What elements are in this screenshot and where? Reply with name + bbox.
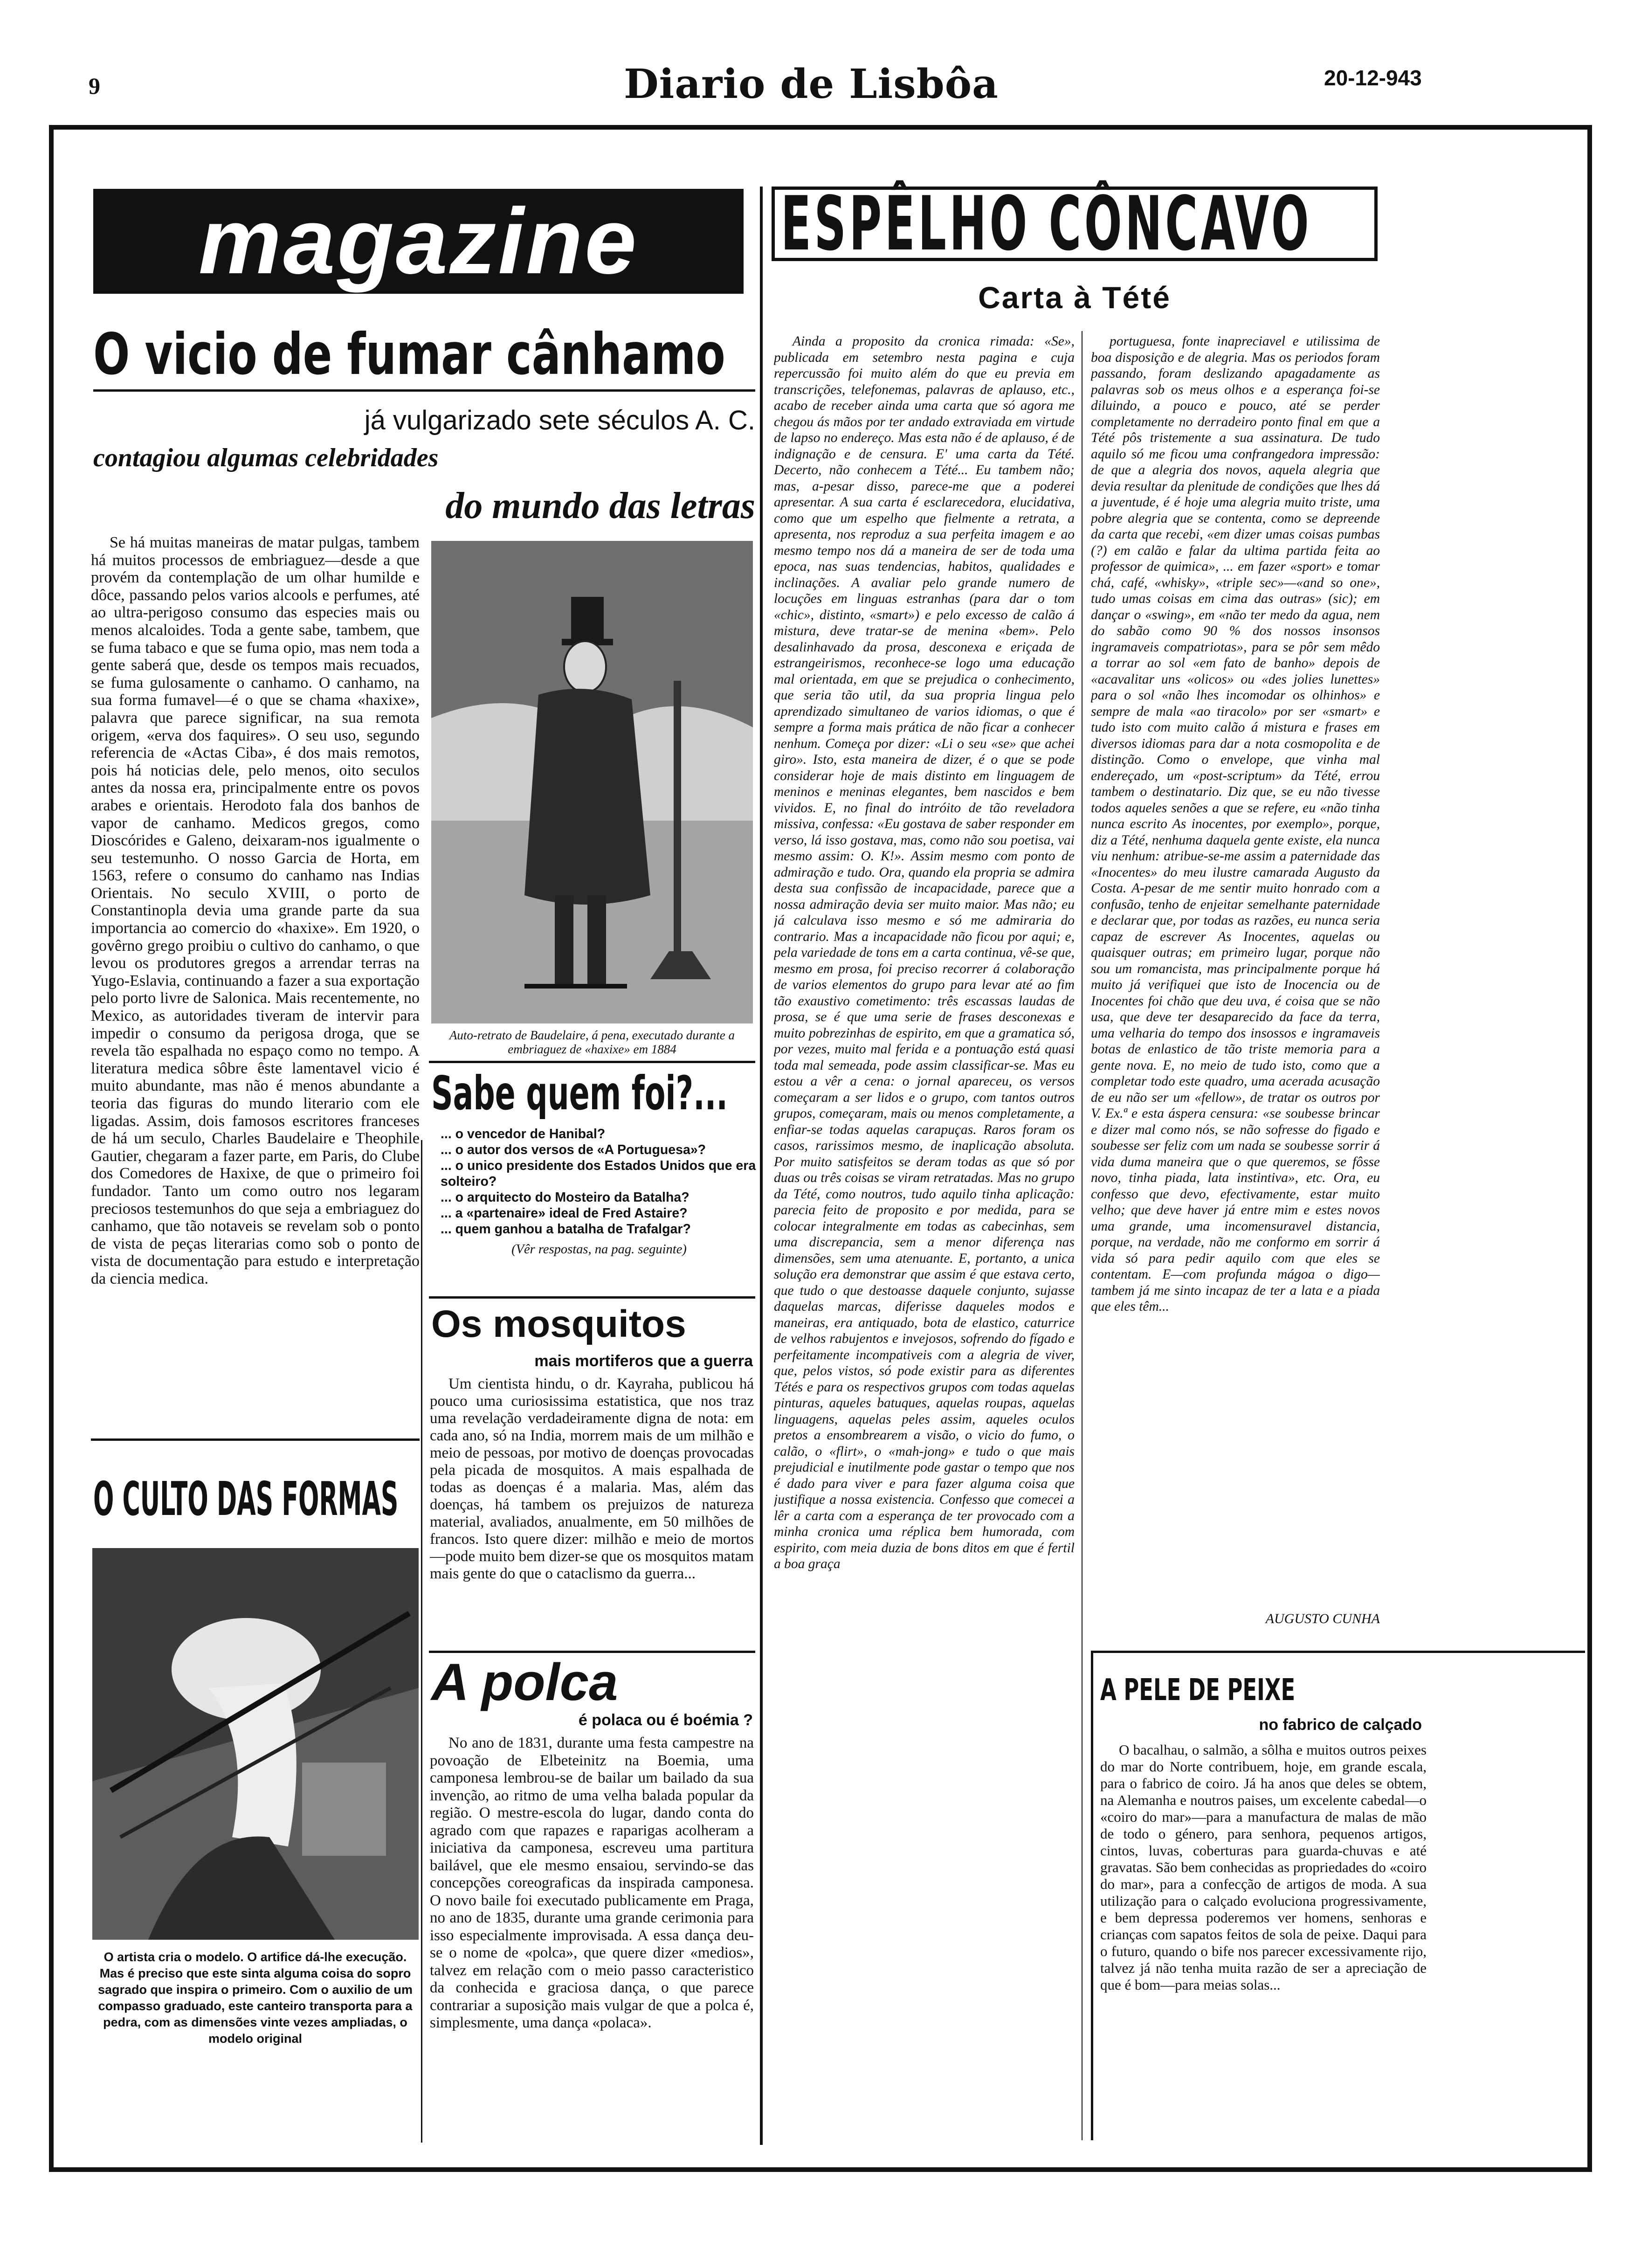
- baudelaire-caption: Auto-retrato de Baudelaire, á pena, executado durante a embriaguez de «haxixe» em 1884: [449, 1028, 735, 1056]
- sabe-item: ... o vencedor de Hanibal?: [441, 1127, 606, 1141]
- sabe-bottom-rule: [429, 1296, 755, 1299]
- sabe-item: ... a «partenaire» ideal de Fred Astaire?: [441, 1206, 688, 1221]
- sabe-top-rule: [429, 1061, 755, 1063]
- mosquitos-body: [430, 1376, 754, 1646]
- sabe-item: ... o unico presidente dos Estados Unidos que era solteiro?: [441, 1158, 756, 1189]
- column-divider: [760, 187, 763, 2145]
- espelho-subtitle: Carta à Tété: [978, 280, 1171, 315]
- polca-subtitle: é polaca ou é boémia ?: [578, 1711, 753, 1729]
- sculptor-photo-art: [92, 1548, 419, 1940]
- mosquitos-subtitle: mais mortiferos que a guerra: [534, 1352, 753, 1370]
- issue-date: 20-12-943: [1324, 66, 1422, 90]
- magazine-body-text: [91, 534, 420, 1536]
- espelho-column-a: [774, 333, 1075, 2129]
- mosquitos-paragraph: Um cientista hindu, o dr. Kayraha, publicou há pouco uma curiosissima estatistica, que nos traz uma revelação verdadeiramente digna de nota: em cada ano, só na India, morrem mais de um milhão e meio de pessoas, por motivo de doenças provocadas pela picada de mosquitos. A mais espalhada de todas as doenças é a malaria. Mas, além das doenças, há tambem os prejuizos de natureza material, avaliados, anualmente, em 50 milhões de francos. Isto quere dizer: milhão e meio de mortos—pode muito bem dizer-se que os mosquitos matam mais gente do que o cataclismo da guerra...: [430, 1376, 754, 1582]
- pele-body: [1100, 1742, 1427, 2105]
- espelho-paragraph: portuguesa, fonte inapreciavel e utilissima de boa disposição e de alegria. Mas os periodos foram passando, foram deslizando apagadamente as palavras sob os meus olhos e a esperança foi-se diluindo, a pouco e pouco, até se perder completamente no derradeiro ponto final em que a Tété pôs tristemente a sua assinatura. De tudo aquilo só me ficou uma confrangedora impressão: de que a alegria dos novos, aquela alegria que devia resultar da plenitude de condições que lhes dá a juventude, é é hoje uma alegria muito triste, uma pobre alegria que se contenta, como se depreende da carta que recebi, «em dizer umas coisas pumbas (?) em calão e falar da ultima partida feita ao professor de quimica», ... em fazer «sport» e tomar chá, café, «whisky», «triple sec»—«and so one», tudo umas coisas em cima das outras» (sic); em dançar o «swing», em «não ter medo da agua, nem do sabão como 90 % dos nossos insonsos ingramaveis compatriotas», para se pôr sem mêdo a torrar ao sol «em fato de banho» depois de «acavalitar uns «olicos» ou «des jolies lunettes» para o sol «não lhes incomodar os olhinhos» e sempre de mala «ao tiracolo» por ser «smart» e tudo isto com muito calão á mistura e frases em diversos idiomas para dar a nota cosmopolita e de distinção. Como o envelope, que vinha mal endereçado, um «post-scriptum» da Tété, errou tambem o destinatario. Diz que, se eu não tivesse todos aqueles senões a que se refere, eu «não tinha nunca escrito As inocentes, por exemplo», porque, diz a Tété, nenhuma daquela gente existe, ela nunca viu nenhum: atribue-se-me assim a paternidade das «Inocentes» do meu ilustre camarada Augusto da Costa. A-pesar de me sentir muito honrado com a confusão, tenho de enjeitar semelhante paternidade e declarar que, por todas as razões, eu nunca seria capaz de escrever As Inocentes, aquelas ou quaisquer outras; em primeiro lugar, porque não sou um romancista, mas principalmente porque há muito já verifiquei que isto de Inocencia ou de Inocentes foi chão que deu uva, é coisa que se não usa, que deve ter desaparecido da face da terra, uma velharia do tempo dos insossos e ingramaveis botas de enlastico de tão triste memoria para a gente nova. E, no meio de tudo isto, como que a completar todo este quadro, uma acerada acusação de eu não ser um «fellow», de tratar os outros por V. Ex.ª e esta áspera censura: «se soubesse brincar e dizer mal como nós, se não sofresse do figado e soubesse ser feliz com um nada se soubesse sorrir á vida duma maneira que o que queremos, se fôsse novo, tinha piada, lata instintiva», etc. Ora, eu confesso que devo, efectivamente, estar muito velho; que deve haver já entre mim e estes novos uma grande, uma incomensuravel distancia, porque, na verdade, não me conformo em sorrir á vida só para pedir aquilo com que eles se contentam. E—com profunda mágoa o digo—tambem já me sinto incapaz de ter a lata e a piada que eles têm...: [1091, 334, 1380, 1314]
- newspaper-masthead: Diario de Lisbôa: [624, 61, 999, 108]
- magazine-subtitle-2: contagiou algumas celebridades: [93, 443, 439, 472]
- sabe-quem-foi-title: Sabe quem foi?...: [431, 1066, 728, 1120]
- magazine-subtitle-3: do mundo das letras: [445, 485, 755, 526]
- pele-subtitle: no fabrico de calçado: [1259, 1716, 1422, 1734]
- espelho-paragraph: Ainda a proposito da cronica rimada: «Se», publicada em setembro nesta pagina e cuja repercussão foi muito além do que eu previa em transcrições, telefonemas, palavras de aplauso, etc., acabo de receber ainda uma carta que só agora me chegou ás mãos por ter andado extraviada em virtude de lapso no endereço. Mas esta não é de aplauso, é de indignação e de censura. E' uma carta da Tété. Decerto, não conhecem a Tété... Eu tambem não; mas, a-pesar disso, parece-me que a poderei apresentar. A sua carta é esclarecedora, elucidativa, como que um espelho que fielmente a retrata, a apresenta, nos reproduz a sua perfeita imagem e ao mesmo tempo nos dá a maneira de ser de toda uma epoca, nas suas tendencias, habitos, qualidades e inclinações. A avaliar pelo grande numero de locuções em linguas estranhas (para dar o tom «chic», distinto, «smart») e pelo excesso de calão á mistura, deve tratar-se de menina «bem». Pelo desalinhavado da prosa, desconexa e eriçada de estrangeirismos, reconhece-se logo uma educação mal orientada, em que se prejudica o conhecimento, que seria tão util, da sua propria lingua pelo aprendizado simultaneo de varios idiomas, o que é sempre a forma mais prática de não ficar a conhecer nenhum. Começa por dizer: «Li o seu «se» que achei giro». Isto, esta maneira de dizer, é o que se pode considerar hoje de mais distinto em linguagem de meninos e meninas elegantes, bem nascidos e bem vividos. E, no final do intróito de tão reveladora missiva, confessa: «Eu gostava de saber responder em verso, lá isso gostava, mas, como não sou poetisa, vai mesmo assim: O. K!». Assim mesmo com ponto de admiração e tudo. Ora, quando ela propria se admira desta sua confissão de incapacidade, parece que a nossa admiração devia ser muito maior. Mas não; eu já calculava isso mesmo e só me admiraria do contrario. Mas a incapacidade não ficou por aqui; e, pela variedade de tons em a carta continua, vê-se que, mesmo em prosa, foi preciso recorrer á colaboração de varios elementos do grupo para levar até ao fim tão exaustivo cometimento: três escassas laudas de prosa, se é que uma serie de frases desconexas e muito pobrezinhas de espirito, em que a gramatica só, por vezes, muito mal ferida e a pontuação está quasi toda mal semeada, pode assim classificar-se. Mas eu estou a vêr a cena: o jornal apareceu, os versos começaram a ser lidos e o grupo, com tantos outros grupos, começaram, mais ou menos completamente, a enfiar-se todas aquelas carapuças. Raros foram os casos, rarissimos mesmo, de inaplicação absoluta. Por muito satisfeitos se deram todas as que só por duas ou três coisas se viram retratadas. Mas no grupo da Tété, como noutros, tudo aquilo tinha aplicação: parecia feito de proposito e por medida, para se colocar integralmente em todas as cabecinhas, sem uma discrepancia, sem a menor diferença nas dimensões, sem uma atenuante. E, portanto, a unica solução era demonstrar que assim é que estava certo, que tudo o que destoasse daquele conjunto, sujasse daquelas marcas, diferisse daqueles modos e maneiras, era antiquado, bota de elastico, caturrice de velhos rabujentos e invejosos, sofrendo do fígado e perfeitamente incompativeis com a alegria de viver, que, pelos vistos, só pode existir para as diferentes Tétés e para os respectivos grupos com todas aquelas pinturas, aqueles batuques, aquelas roupas, aquelas linguagens, aquelas peles assim, aqueles oculos pretos a ensombrearem a visão, o vicio do fumo, o calão, o «flirt», o «mah-jong» e tudo o que mais prejudicial e inutilmente pode gastar o tempo que nos é dado para viver e para fazer alguma coisa que justifique a nossa existencia. Confesso que comecei a lêr a carta com a esperança de ter provocado com a minha cronica uma réplica bem humorada, com espirito, com meia duzia de bons ditos em que é fertil a boa graça: [774, 334, 1075, 1571]
- polca-paragraph: No ano de 1831, durante uma festa campestre na povoação de Elbeteinitz na Boemia, uma camponesa lembrou-se de bailar um bailado da sua invenção, ao ritmo de uma velha balada popular da região. O mestre-escola do lugar, dando conta do agrado com que rapazes e raparigas acolheram a iniciativa da camponesa, escreveu uma partitura bailável, que ele mesmo ensaiou, servindo-se das concepções coreograficas da inspirada camponesa. O novo baile foi executado publicamente em Praga, no ano de 1835, durante uma grande cerimonia para isso especialmente improvisada. A essa dança deu-se o nome de «polca», que quere dizer «medios», talvez em relação com o meio passo caracteristico da conhecida e graciosa dança, o que parece contrariar a suposição mais vulgar de que a polca é, simplesmente, uma dança «polaca».: [430, 1735, 754, 2031]
- magazine-banner: magazine: [93, 189, 744, 294]
- baudelaire-sketch: [431, 541, 753, 1023]
- magazine-paragraph: Se há muitas maneiras de matar pulgas, tambem há muitos processos de embriaguez—desde a que provém da contemplação de um olhar humilde e dôce, passando pelos varios alcools e perfumes, até ao ultra-perigoso consumo das especies mais ou menos alcaloides. Toda a gente sabe, tambem, que se fuma tabaco e que se fuma opio, mas nem toda a gente saberá que, desde os tempos mais recuados, se fuma gulosamente o canhamo. O canhamo, na sua forma fumavel—é o que se chama «haxixe», palavra que parece significar, na sua remota origem, «erva dos faquires». O seu uso, segundo referencia de «Actas Ciba», é dos mais remotos, pois há noticias dele, pelo menos, oito seculos antes da nossa era, principalmente entre os povos arabes e orientais. Herodoto fala dos banhos de vapor de canhamo. Medicos gregos, como Dioscórides e Galeno, deixaram-nos igualmente o seu testemunho. O nosso Garcia de Horta, em 1563, refere o consumo do canhamo nas Indias Orientais. No seculo XVIII, o porto de Constantinopla devia uma grande parte da sua importancia ao comercio do «haxixe». Em 1920, o govêrno grego proibiu o cultivo do canhamo, o que levou os produtores gregos a arrendar terras na Yugo-Eslavia, continuando a fazer a sua exportação pelo porto livre de Salonica. Mais recentemente, no Mexico, as autoridades tiveram de intervir para impedir o consumo da perigosa droga, que se revela tão espalhada no espaço como no tempo. A literatura medica sôbre êste lamentavel vicio é muito abundante, mas não é menos abundante a teoria das figuras do mundo literario com ele ligadas. Assim, dois famosos escritores franceses de há um seculo, Charles Baudelaire e Theophile Gautier, chegaram a fazer parte, em Paris, do Clube dos Comedores de Haxixe, de que o primeiro foi fundador. Tanto um como outro nos legaram preciosos testemunhos do que seja a embriaguez do canhamo, que tão notaveis se revelam sob o ponto de vista de peças literarias como sob o ponto de vista de documentação para estudo e interpretação da ciencia medica.: [91, 534, 420, 1287]
- sabe-item: ... quem ganhou a batalha de Trafalgar?: [441, 1222, 691, 1237]
- pele-top-rule: [1091, 1651, 1585, 1653]
- culto-title: O CULTO DAS FORMAS: [93, 1472, 399, 1526]
- magazine-subtitle-1: já vulgarizado sete séculos A. C.: [364, 405, 755, 436]
- polca-body: [430, 1735, 754, 2140]
- sabe-note: (Vêr respostas, na pag. seguinte): [511, 1242, 687, 1257]
- pele-title: A PELE DE PEIXE: [1100, 1673, 1296, 1708]
- pele-paragraph: O bacalhau, o salmão, a sôlha e muitos outros peixes do mar do Norte contribuem, hoje, em grande escala, para o fabrico de coiro. Já ha anos que deles se obtem, na Alemanha e noutros paises, um excelente cabedal—o «coiro do mar»—para a manufactura de malas de mão de todo o género, para senhora, pequenos artigos, cintos, luvas, coberturas para guarda-chuvas e até gravatas. São bem conhecidas as propriedades do «coiro do mar», para a confecção de artigos de moda. A sua utilização para o calçado evoluciona progressivamente, e bem depressa poderemos ver homens, senhoras e crianças com sapatos feitos de sola de peixe. Daqui para o futuro, quando o bife nos parecer excessivamente rijo, talvez já não tenha muita razão de ser a apreciação de que é bom—para meias solas...: [1100, 1742, 1427, 1993]
- polca-title: A polca: [431, 1653, 618, 1711]
- culto-top-rule: [91, 1438, 420, 1441]
- page-number: 9: [89, 73, 100, 99]
- sabe-item: ... o autor dos versos de «A Portuguesa»?: [441, 1142, 706, 1157]
- baudelaire-portrait-image: [431, 541, 753, 1023]
- espelho-author: AUGUSTO CUNHA: [1265, 1611, 1380, 1626]
- culto-caption: O artista cria o modelo. O artifice dá-lhe execução. Mas é preciso que este sinta alguma coisa do sopro sagrado que inspira o primeiro. Com o auxilio de um compasso graduado, este canteiro transporta para a pedra, com as dimensões vinte vezes ampliadas, o modelo original: [97, 1950, 413, 2046]
- sabe-quem-foi-list: [441, 1126, 758, 1258]
- headline-rule: [93, 389, 755, 392]
- mosquitos-title: Os mosquitos: [431, 1303, 686, 1345]
- sculptor-photo: [92, 1548, 419, 1940]
- espelho-inner-divider: [1082, 331, 1083, 2140]
- sabe-item: ... o arquitecto do Mosteiro da Batalha?: [441, 1190, 689, 1205]
- pele-left-rule: [1091, 1651, 1093, 2140]
- column-divider-left: [421, 1140, 422, 2143]
- espelho-column-b: [1091, 333, 1380, 1602]
- magazine-headline: O vicio de fumar cânhamo: [93, 321, 725, 387]
- espelho-title: ESPÊLHO CÔNCAVO: [781, 180, 1312, 267]
